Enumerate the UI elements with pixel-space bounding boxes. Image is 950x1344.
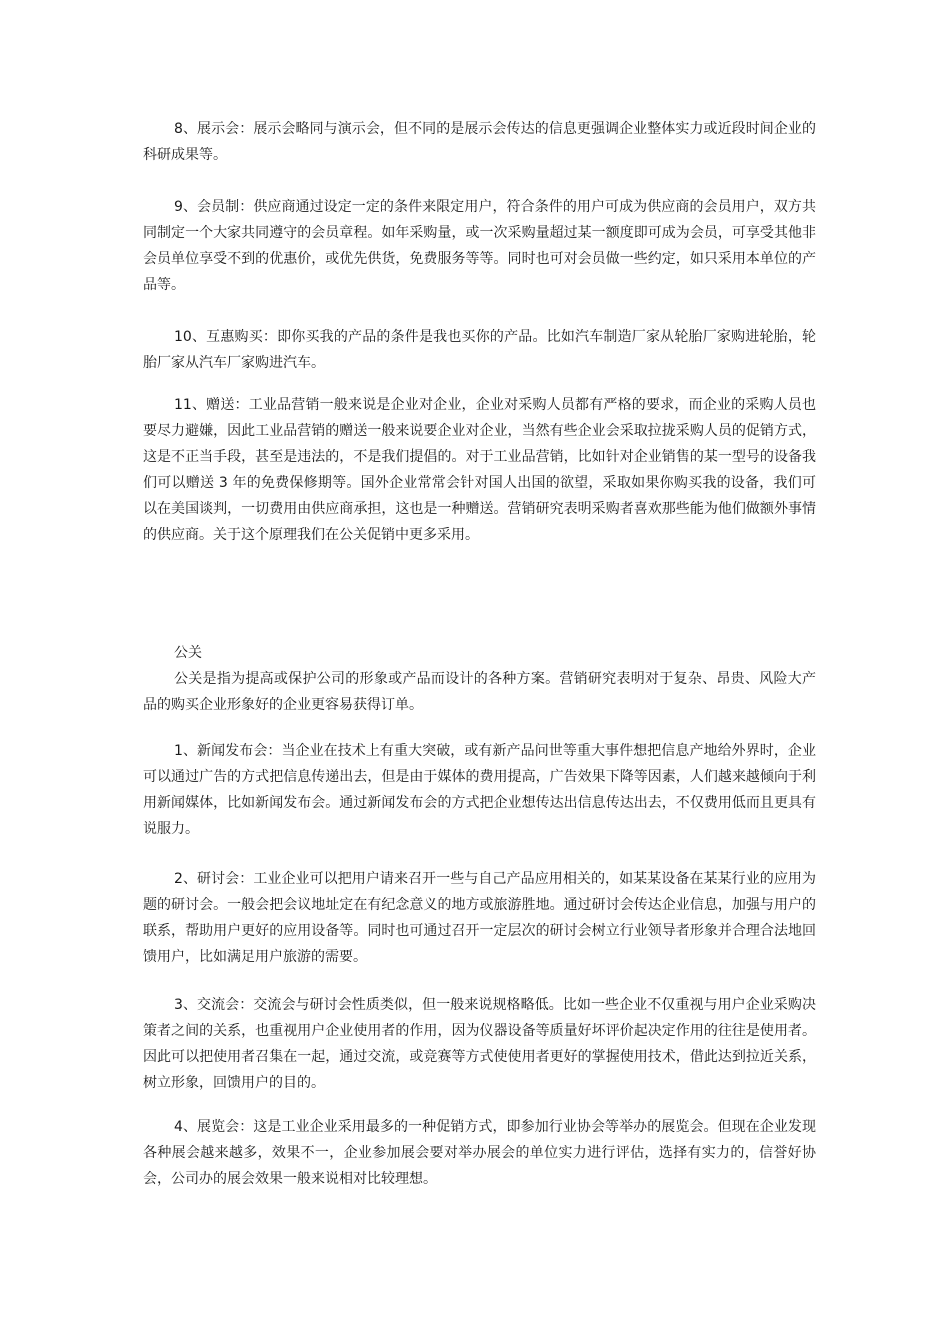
paragraph-seminar: 2、研讨会：工业企业可以把用户请来召开一些与自己产品应用相关的，如某某设备在某某行业的应用为题的研讨会。一般会把会议地址定在有纪念意义的地方或旅游胜地。通过研讨会传达企业信息，加强与用户的联系，帮助用户更好的应用设备等。同时也可通过召开一定层次的研讨会树立行业领导者形象并合理合法地回馈用户，比如满足用户旅游的需要。 bbox=[143, 871, 816, 965]
paragraph-exhibition-fair: 4、展览会：这是工业企业采用最多的一种促销方式，即参加行业协会等举办的展览会。但现在企业发现各种展会越来越多，效果不一，企业参加展会要对举办展会的单位实力进行评估，选择有实力的，信誉好协会，公司办的展会效果一般来说相对比较理想。 bbox=[143, 1119, 816, 1187]
paragraph-reciprocal-purchase: 10、互惠购买：即你买我的产品的条件是我也买你的产品。比如汽车制造厂家从轮胎厂家购进轮胎，轮胎厂家从汽车厂家购进汽车。 bbox=[143, 329, 816, 371]
paragraph-exhibition: 8、展示会：展示会略同与演示会，但不同的是展示会传达的信息更强调企业整体实力或近段时间企业的科研成果等。 bbox=[143, 121, 816, 163]
paragraph-membership: 9、会员制：供应商通过设定一定的条件来限定用户，符合条件的用户可成为供应商的会员用户，双方共同制定一个大家共同遵守的会员章程。如年采购量，或一次采购量超过某一额度即可成为会员，可享受其他非会员单位享受不到的优惠价，或优先供货，免费服务等等。同时也可对会员做一些约定，如只采用本单位的产品等。 bbox=[143, 199, 816, 293]
section-heading-pr: 公关 bbox=[174, 645, 202, 661]
paragraph-pr-intro: 公关是指为提高或保护公司的形象或产品而设计的各种方案。营销研究表明对于复杂、昂贵、风险大产品的购买企业形象好的企业更容易获得订单。 bbox=[143, 671, 816, 713]
paragraph-exchange-meeting: 3、交流会：交流会与研讨会性质类似，但一般来说规格略低。比如一些企业不仅重视与用户企业采购决策者之间的关系，也重视用户企业使用者的作用，因为仪器设备等质量好坏评价起决定作用的往往是使用者。因此可以把使用者召集在一起，通过交流，或竞赛等方式使使用者更好的掌握使用技术，借此达到拉近关系，树立形象，回馈用户的目的。 bbox=[143, 997, 816, 1091]
paragraph-press-conference: 1、新闻发布会：当企业在技术上有重大突破，或有新产品问世等重大事件想把信息产地给外界时，企业可以通过广告的方式把信息传递出去，但是由于媒体的费用提高，广告效果下降等因素，人们越来越倾向于利用新闻媒体，比如新闻发布会。通过新闻发布会的方式把企业想传达出信息传达出去，不仅费用低而且更具有说服力。 bbox=[143, 743, 816, 837]
paragraph-gift: 11、赠送：工业品营销一般来说是企业对企业，企业对采购人员都有严格的要求，而企业的采购人员也要尽力避嫌，因此工业品营销的赠送一般来说要企业对企业，当然有些企业会采取拉拢采购人员的促销方式，这是不正当手段，甚至是违法的，不是我们提倡的。对于工业品营销，比如针对企业销售的某一型号的设备我们可以赠送 3 年的免费保修期等。国外企业常常会针对国人出国的欲望，采取如果你购买我的设备，我们可以在美国谈判，一切费用由供应商承担，这也是一种赠送。营销研究表明采购者喜欢那些能为他们做额外事情的供应商。关于这个原理我们在公关促销中更多采用。 bbox=[143, 397, 816, 543]
